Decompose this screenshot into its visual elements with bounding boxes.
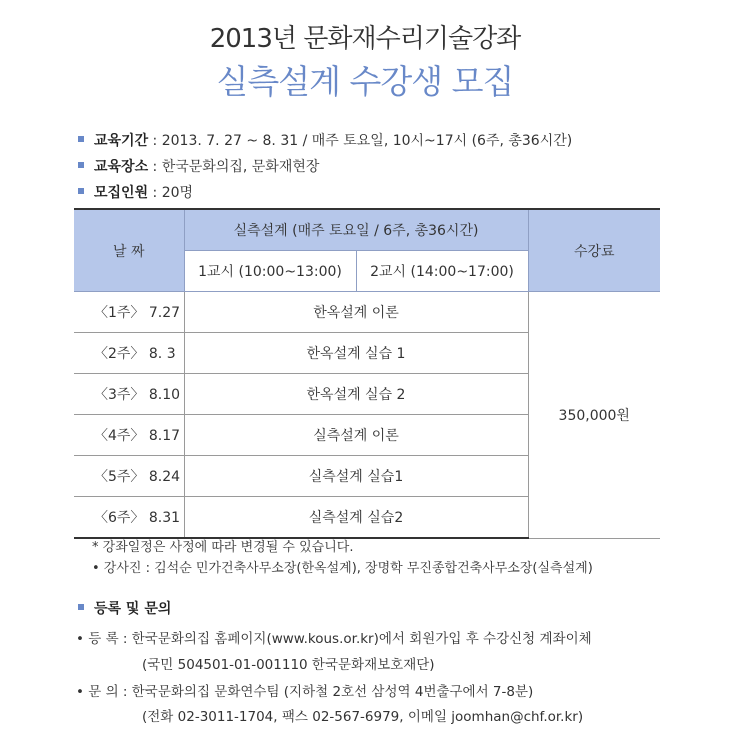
inquiry-contact-line: (전화 02-3011-1704, 팩스 02-567-6979, 이메일 joomhan@chf.or.kr) — [142, 709, 584, 725]
info-capacity — [78, 182, 193, 202]
bullet-square-icon — [78, 188, 84, 194]
inquiry-line: • 문 의 : 한국문화의집 문화연수팀 (지하철 2호선 삼성역 4번출구에서 7-8분) — [76, 684, 534, 700]
info-label: 교육기간 — [94, 133, 149, 149]
page-title: 2013년 문화재수리기술강좌 — [209, 24, 521, 54]
registration-account-line: (국민 504501-01-001110 한국문화재보호재단) — [142, 657, 435, 673]
info-value: : 한국문화의집, 문화재현장 — [148, 159, 320, 175]
row-date: 〈6주〉 8.31 — [74, 497, 184, 539]
header-date: 날 짜 — [74, 209, 184, 292]
page-subtitle: 실측설계 수강생 모집 — [216, 62, 514, 101]
header-fee: 수강료 — [528, 209, 660, 292]
info-value: : 2013. 7. 27 ~ 8. 31 / 매주 토요일, 10시~17시 (6주, 총36시간) — [148, 133, 573, 149]
instructors-note: • 강사진 : 김석순 민가건축사무소장(한옥설계), 장명학 무진종합건축사무소장(실측설계) — [92, 561, 593, 576]
row-date: 〈1주〉 7.27 — [74, 292, 184, 333]
schedule-note: * 강좌일정은 사정에 따라 변경될 수 있습니다. — [92, 540, 354, 555]
header-period-2: 2교시 (14:00~17:00) — [356, 251, 528, 292]
table-header-row — [74, 209, 660, 251]
info-label: 교육장소 — [94, 159, 149, 175]
bullet-square-icon — [78, 162, 84, 168]
table-row — [74, 292, 660, 333]
row-date: 〈4주〉 8.17 — [74, 415, 184, 456]
row-date: 〈5주〉 8.24 — [74, 456, 184, 497]
info-label: 모집인원 — [94, 185, 149, 201]
row-content: 한옥설계 실습 2 — [184, 374, 528, 415]
row-date: 〈2주〉 8. 3 — [74, 333, 184, 374]
row-content: 한옥설계 실습 1 — [184, 333, 528, 374]
registration-title-text: 등록 및 문의 — [94, 601, 172, 617]
row-content: 실측설계 이론 — [184, 415, 528, 456]
fee-value: 350,000원 — [528, 292, 660, 539]
registration-line: • 등 록 : 한국문화의집 홈페이지(www.kous.or.kr)에서 회원가입 후 수강신청 계좌이체 — [76, 631, 592, 647]
row-date: 〈3주〉 8.10 — [74, 374, 184, 415]
row-content: 실측설계 실습1 — [184, 456, 528, 497]
header-period-1: 1교시 (10:00~13:00) — [184, 251, 356, 292]
row-content: 한옥설계 이론 — [184, 292, 528, 333]
info-value: : 20명 — [148, 185, 194, 201]
header-course: 실측설계 (매주 토요일 / 6주, 총36시간) — [184, 209, 528, 251]
schedule-table — [74, 208, 660, 539]
bullet-square-icon — [78, 604, 84, 610]
info-location — [78, 156, 319, 176]
bullet-square-icon — [78, 136, 84, 142]
row-content: 실측설계 실습2 — [184, 497, 528, 539]
registration-title — [78, 598, 171, 618]
info-period — [78, 130, 572, 150]
